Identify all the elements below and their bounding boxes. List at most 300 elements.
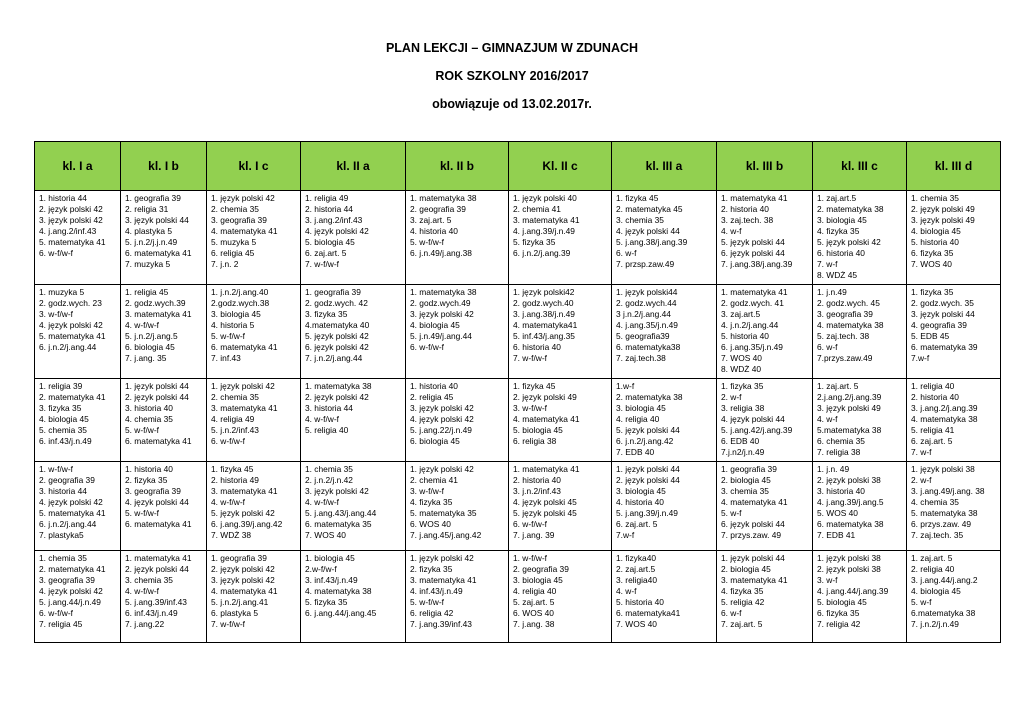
lesson-entry: 5. j.n.2/j.j.n.49 [125,237,178,247]
timetable [34,141,1001,643]
lesson-entry: 5. muzyka 5 [211,237,257,247]
lesson-entry: 4. j.ang.44/j.ang.39 [817,586,889,596]
lesson-entry: 2. język polski 42 [39,204,103,214]
lesson-entry: 1. religia 40 [911,381,955,391]
lesson-entry: 4. matematyka 41 [513,414,580,424]
lesson-entry: 6. w-f [616,248,637,258]
lesson-entry: 6. j.n.49/j.ang.38 [410,248,472,258]
lesson-entry: 3. język polski 42 [39,215,103,225]
schedule-cell [301,462,406,551]
timetable-body [35,191,1001,643]
lesson-entry: 6. fizyka 35 [817,608,860,618]
lesson-entry: 5. w-f/w-f [410,597,444,607]
lesson-entry: 3. religia 38 [721,403,765,413]
lesson-entry: 7. j.ang. 38 [513,619,555,629]
lesson-entry: 1. język polski44 [616,287,678,297]
lesson-entry: 2. geografia 39 [513,564,569,574]
schedule-cell [612,379,717,462]
class-header: kl. III b [717,142,813,191]
schedule-cell [612,191,717,285]
lesson-entry: 3. historia 40 [817,486,865,496]
lesson-entry: 6. fizyka 35 [911,248,954,258]
schedule-cell [301,191,406,285]
lesson-entry: 1. język polski 44 [616,464,680,474]
lesson-entry: 7. plastyka5 [39,530,84,540]
lesson-entry: 1. w-f/w-f [39,464,73,474]
lesson-entry: 5. j.ang.42/j.ang.39 [721,425,793,435]
lesson-entry: 2. godz.wych.40 [513,298,574,308]
lesson-entry: 6. w-f/w-f [410,342,444,352]
lesson-entry: 1. język polski 42 [410,464,474,474]
lesson-entry: 2. język polski 44 [616,475,680,485]
lesson-entry: 7. WOS 40 [721,353,762,363]
lesson-entry: 4. język polski 45 [513,497,577,507]
lesson-entry: 5. fizyka 35 [305,597,348,607]
lesson-entry: 2. godz.wych. 45 [817,298,880,308]
lesson-entry: 4. matematyka41 [513,320,578,330]
lesson-entry: 4. biologia 45 [39,414,89,424]
lesson-entry: 1. język polski 42 [211,193,275,203]
lesson-entry: 4. fizyka 35 [721,586,764,596]
lesson-entry: 7. j.ang.38/j.ang.39 [721,259,793,269]
lesson-entry: 6. zaj.art. 5 [616,519,658,529]
lesson-entry: 6. religia 45 [211,248,255,258]
lesson-entry: 6. matematyka 38 [817,519,884,529]
schedule-cell [207,379,301,462]
schedule-cell [907,191,1001,285]
day-row [35,462,1001,551]
lesson-entry: 6. matematyka 39 [911,342,978,352]
lesson-entry: 5. biologia 45 [817,597,867,607]
lesson-entry: 5. w-f/w-f [125,425,159,435]
lesson-entry: 5. geografia39 [616,331,670,341]
lesson-entry: 2.w-f/w-f [305,564,337,574]
lesson-entry: 5. religia 42 [721,597,765,607]
lesson-entry: 6. j.n.2/j.ang.39 [513,248,571,258]
lesson-entry: 6. matematyka 41 [125,248,192,258]
lesson-entry: 3. w-f/w-f [513,403,547,413]
lesson-entry: 6. w-f/w-f [513,519,547,529]
lesson-entry: 1. geografia 39 [125,193,181,203]
lesson-entry: 3. język polski 44 [125,215,189,225]
lesson-entry: 5. historia 40 [911,237,959,247]
page-title: PLAN LEKCJI – GIMNAZJUM W ZDUNACH [385,41,639,55]
lesson-entry: 1. język polski 42 [211,381,275,391]
lesson-entry: 1. matematyka 41 [721,193,788,203]
lesson-entry: 6. przys.zaw. 49 [911,519,972,529]
lesson-entry: 2. religia 40 [911,564,955,574]
lesson-entry: 1. j.n.49 [817,287,847,297]
schedule-cell [207,191,301,285]
lesson-entry: 4. biologia 45 [911,586,961,596]
lesson-entry: 4. geografia 39 [911,320,967,330]
lesson-entry: 7. WOS 40 [616,619,657,629]
lesson-entry: 5. biologia 45 [305,237,355,247]
lesson-entry: 7. j.n.2/j.ang.44 [305,353,363,363]
schedule-cell [717,462,813,551]
lesson-entry: 7. zaj.tech. 35 [911,530,964,540]
lesson-entry: 3. biologia 45 [616,486,666,496]
schedule-cell [813,191,907,285]
schedule-cell [813,379,907,462]
lesson-entry: 2. język polski 38 [817,475,881,485]
lesson-entry: 1. chemia 35 [305,464,353,474]
lesson-entry: 2. zaj.art.5 [616,564,656,574]
lesson-entry: 7.przys.zaw.49 [817,353,873,363]
lesson-entry: 2. język polski 42 [305,392,369,402]
lesson-entry: 2. godz.wych.44 [616,298,677,308]
lesson-entry: 2. biologia 45 [721,564,771,574]
schedule-cell [121,285,207,379]
day-row [35,191,1001,285]
lesson-entry: 2. matematyka 38 [817,204,884,214]
lesson-entry: 3. język polski 42 [410,403,474,413]
lesson-entry: 3. j.ang.44/j.ang.2 [911,575,978,585]
lesson-entry: 6. religia 42 [410,608,454,618]
lesson-entry: 3. j.n.2/inf.43 [513,486,561,496]
lesson-entry: 6. inf.43/j.n.49 [39,436,92,446]
lesson-entry: 2. matematyka 41 [39,392,106,402]
lesson-entry: 5. język polski 44 [721,237,785,247]
lesson-entry: 6. j.n.2/j.ang.44 [39,519,97,529]
schedule-cell [509,551,612,643]
lesson-entry: 3. inf.43/j.n.49 [305,575,358,585]
lesson-entry: 1. matematyka 38 [305,381,372,391]
lesson-entry: 7. przys.zaw. 49 [721,530,782,540]
schedule-cell [717,191,813,285]
schedule-cell [301,379,406,462]
lesson-entry: 2. historia 44 [305,204,353,214]
lesson-entry: 3. historia 44 [39,486,87,496]
lesson-entry: 2. język polski 44 [125,564,189,574]
schedule-cell [207,462,301,551]
lesson-entry: 3. język polski 44 [911,309,975,319]
lesson-entry: 7. j.ang. 39 [513,530,555,540]
lesson-entry: 6. w-f/w-f [39,608,73,618]
lesson-entry: 1. język polski 38 [817,553,881,563]
lesson-entry: 1. język polski 40 [513,193,577,203]
lesson-entry: 5. religia 41 [911,425,955,435]
lesson-entry: 6. chemia 35 [817,436,865,446]
lesson-entry: 4. w-f/w-f [305,497,339,507]
lesson-entry: 4. język polski 44 [125,497,189,507]
lesson-entry: 8. WDŻ 45 [817,270,858,280]
lesson-entry: 5. j.ang.38/j.ang.39 [616,237,688,247]
school-year: ROK SZKOLNY 2016/2017 [435,69,589,83]
lesson-entry: 5. j.n.2/j.ang.41 [211,597,269,607]
lesson-entry: 1. fizyka 35 [721,381,764,391]
lesson-entry: 4. w-f [817,414,838,424]
schedule-cell [509,191,612,285]
lesson-entry: 2. chemia 35 [211,392,259,402]
lesson-entry: 5. j.ang.22/j.n.49 [410,425,472,435]
lesson-entry: 6. EDB 40 [721,436,760,446]
lesson-entry: 3. j.ang.2/j.ang.39 [911,403,978,413]
lesson-entry: 6. matematyka 35 [305,519,372,529]
lesson-entry: 7. WOS 40 [911,259,952,269]
lesson-entry: 3. język polski 42 [410,309,474,319]
lesson-entry: 3. w-f/w-f [410,486,444,496]
lesson-entry: 6. język polski 42 [305,342,369,352]
schedule-cell [406,551,509,643]
lesson-entry: 3. matematyka 41 [721,575,788,585]
lesson-entry: 1. chemia 35 [39,553,87,563]
lesson-entry: 3. biologia 45 [616,403,666,413]
lesson-entry: 1. religia 45 [125,287,169,297]
lesson-entry: 7. w-f [817,259,838,269]
lesson-entry: 6. j.ang.39/j.ang.42 [211,519,283,529]
lesson-entry: 2. godz.wych. 23 [39,298,102,308]
lesson-entry: 5. język polski 44 [616,425,680,435]
lesson-entry: 4. plastyka 5 [125,226,173,236]
lesson-entry: 7. muzyka 5 [125,259,171,269]
schedule-cell [717,551,813,643]
lesson-entry: 6. historia 40 [817,248,865,258]
lesson-entry: 1. religia 49 [305,193,349,203]
lesson-entry: 3. język polski 42 [305,486,369,496]
lesson-entry: 3. matematyka 41 [211,486,278,496]
schedule-cell [612,551,717,643]
lesson-entry: 5. w-f/w-f [211,331,245,341]
lesson-entry: 1. język polski 44 [721,553,785,563]
lesson-entry: 7. EDB 41 [817,530,856,540]
lesson-entry: 1. w-f/w-f [513,553,547,563]
lesson-entry: 7. religia 45 [39,619,83,629]
lesson-entry: 4. chemia 35 [125,414,173,424]
lesson-entry: 6. inf.43/j.n.49 [125,608,178,618]
lesson-entry: 5. historia 40 [721,331,769,341]
lesson-entry: 2. historia 49 [211,475,259,485]
lesson-entry: 5. matematyka 41 [39,331,106,341]
lesson-entry: 6. WOS 40 [410,519,451,529]
class-header: kl. II a [301,142,406,191]
schedule-cell [121,462,207,551]
lesson-entry: 6. plastyka 5 [211,608,259,618]
valid-from-date: obowiązuje od 13.02.2017r. [432,97,592,111]
lesson-entry: 4. inf.43/j.n.49 [410,586,463,596]
lesson-entry: 3. geografia 39 [817,309,873,319]
class-header: kl. I b [121,142,207,191]
schedule-cell [121,551,207,643]
lesson-entry: 2. godz.wych. 41 [721,298,784,308]
lesson-entry: 2. geografia 39 [410,204,466,214]
class-header: kl. III d [907,142,1001,191]
lesson-entry: 7. j.ang. 35 [125,353,167,363]
lesson-entry: 4. j.ang.39/j.n.49 [513,226,575,236]
lesson-entry: 3. chemia 35 [616,215,664,225]
lesson-entry: 7. zaj.art. 5 [721,619,763,629]
schedule-cell [612,285,717,379]
lesson-entry: 2. religia 45 [410,392,454,402]
lesson-entry: 3. język polski 49 [817,403,881,413]
lesson-entry: 6. WOS 40 [513,608,554,618]
lesson-entry: 7.w-f [911,353,930,363]
lesson-entry: 4. religia 49 [211,414,255,424]
lesson-entry: 7. inf.43 [211,353,241,363]
lesson-entry: 4. język polski 42 [39,497,103,507]
schedule-cell [813,462,907,551]
lesson-entry: 1.w-f [616,381,635,391]
lesson-entry: 3. biologia 45 [211,309,261,319]
lesson-entry: 4. matematyka 41 [211,586,278,596]
lesson-entry: 4. w-f/w-f [211,497,245,507]
lesson-entry: 3. zaj.art.5 [721,309,761,319]
lesson-entry: 1. język polski 38 [911,464,975,474]
lesson-entry: 6. biologia 45 [125,342,175,352]
lesson-entry: 5. biologia 45 [513,425,563,435]
lesson-entry: 5. chemia 35 [39,425,87,435]
lesson-entry: 1. matematyka 41 [513,464,580,474]
lesson-entry: 2. fizyka 35 [125,475,168,485]
lesson-entry: 2. historia 40 [513,475,561,485]
schedule-cell [717,379,813,462]
schedule-cell [612,462,717,551]
lesson-entry: 5. WOS 40 [817,508,858,518]
schedule-cell [207,285,301,379]
lesson-entry: 3. język polski 49 [911,215,975,225]
lesson-entry: 2. język polski 49 [911,204,975,214]
lesson-entry: 6. zaj.art. 5 [911,436,953,446]
schedule-cell [509,379,612,462]
document-header [0,38,1024,122]
lesson-entry: 4. język polski 42 [39,586,103,596]
lesson-entry: 2. fizyka 35 [410,564,453,574]
lesson-entry: 1. zaj.art.5 [817,193,857,203]
lesson-entry: 2. j.n.2/j.n.42 [305,475,353,485]
lesson-entry: 7. WOS 40 [305,530,346,540]
lesson-entry: 1. matematyka 41 [721,287,788,297]
lesson-entry: 1. j.n. 49 [817,464,850,474]
lesson-entry: 1. geografia 39 [721,464,777,474]
lesson-entry: 7. j.ang.39/inf.43 [410,619,472,629]
lesson-entry: 5. matematyka 35 [410,508,477,518]
lesson-entry: 1. zaj.art. 5 [911,553,953,563]
class-header: kl. III a [612,142,717,191]
lesson-entry: 1. religia 39 [39,381,83,391]
schedule-cell [907,379,1001,462]
lesson-entry: 3. biologia 45 [817,215,867,225]
lesson-entry: 4. w-f/w-f [305,414,339,424]
lesson-entry: 5. EDB 45 [911,331,950,341]
lesson-entry: 4. matematyka 38 [305,586,372,596]
lesson-entry: 2. godz.wych.49 [410,298,471,308]
lesson-entry: 7. j.ang.45/j.ang.42 [410,530,482,540]
lesson-entry: 3. w-f/w-f [39,309,73,319]
lesson-entry: 3. fizyka 35 [39,403,82,413]
class-header: kl. III c [813,142,907,191]
lesson-entry: 1. biologia 45 [305,553,355,563]
lesson-entry: 1. fizyka 45 [211,464,254,474]
lesson-entry: 3. w-f [817,575,838,585]
lesson-entry: 3. chemia 35 [125,575,173,585]
lesson-entry: 3. chemia 35 [721,486,769,496]
schedule-cell [813,285,907,379]
lesson-entry: 6. w-f [817,342,838,352]
lesson-entry: 7. WDŻ 38 [211,530,252,540]
schedule-cell [301,551,406,643]
lesson-entry: 7. j.ang.22 [125,619,165,629]
lesson-entry: 6. j.ang.35/j.n.49 [721,342,783,352]
lesson-entry: 4. j.ang.2/inf.43 [39,226,97,236]
lesson-entry: 5.matematyka 38 [817,425,882,435]
lesson-entry: 3. fizyka 35 [305,309,348,319]
lesson-entry: 8. WDŻ 40 [721,364,762,374]
schedule-cell [35,191,121,285]
schedule-cell [35,285,121,379]
lesson-entry: 6. j.ang.44/j.ang.45 [305,608,377,618]
lesson-entry: 2. biologia 45 [721,475,771,485]
lesson-entry: 4. w-f [721,226,742,236]
lesson-entry: 5. religia 40 [305,425,349,435]
lesson-entry: 1. j.n.2/j.ang.40 [211,287,269,297]
schedule-cell [907,462,1001,551]
schedule-cell [207,551,301,643]
lesson-entry: 4. j.ang.35/j.n.49 [616,320,678,330]
lesson-entry: 5. historia 40 [616,597,664,607]
day-row [35,285,1001,379]
lesson-entry: 4. matematyka 38 [817,320,884,330]
lesson-entry: 4. matematyka 41 [721,497,788,507]
lesson-entry: 6. w-f/w-f [39,248,73,258]
lesson-entry: 1. historia 40 [125,464,173,474]
lesson-entry: 4. biologia 45 [410,320,460,330]
schedule-cell [813,551,907,643]
lesson-entry: 1. historia 40 [410,381,458,391]
schedule-cell [406,462,509,551]
lesson-entry: 5. j.n.49/j.ang.44 [410,331,472,341]
lesson-entry: 2. matematyka 45 [616,204,683,214]
lesson-entry: 6. j.n.2/j.ang.44 [39,342,97,352]
schedule-cell [35,379,121,462]
lesson-entry: 2. chemia 35 [211,204,259,214]
lesson-entry: 2. historia 40 [911,392,959,402]
lesson-entry: 5. zaj.tech. 38 [817,331,870,341]
lesson-entry: 4. religia 40 [616,414,660,424]
lesson-entry: 6.matematyka 38 [911,608,976,618]
lesson-entry: 7. j.n.2/j.n.49 [911,619,959,629]
lesson-entry: 4. w-f/w-f [125,586,159,596]
lesson-entry: 5. język polski 42 [305,331,369,341]
lesson-entry: 3 j.n.2/j.ang.44 [616,309,671,319]
lesson-entry: 4. język polski 44 [721,414,785,424]
schedule-cell [35,462,121,551]
lesson-entry: 1. fizyka 35 [911,287,954,297]
lesson-entry: 6. matematyka 41 [125,436,192,446]
lesson-entry: 3. historia 44 [305,403,353,413]
lesson-entry: 3. geografia 39 [211,215,267,225]
lesson-entry: 2. chemia 41 [513,204,561,214]
lesson-entry: 7.j.n2/j.n.49 [721,447,765,457]
lesson-entry: 5. inf.43/j.ang.35 [513,331,575,341]
lesson-entry: 7. w-f [911,447,932,457]
class-header: kl. II b [406,142,509,191]
lesson-entry: 6. matematyka41 [616,608,681,618]
lesson-entry: 2. język polski 42 [211,564,275,574]
lesson-entry: 6. język polski 44 [721,519,785,529]
lesson-entry: 1. matematyka 38 [410,287,477,297]
lesson-entry: 5. zaj.art. 5 [513,597,555,607]
class-header: kl. I a [35,142,121,191]
schedule-cell [121,191,207,285]
lesson-entry: 5. matematyka 41 [39,508,106,518]
lesson-entry: 5. j.ang.39/inf.43 [125,597,187,607]
lesson-entry: 4. fizyka 35 [410,497,453,507]
lesson-entry: 1. muzyka 5 [39,287,85,297]
lesson-entry: 3. geografia 39 [39,575,95,585]
schedule-cell [121,379,207,462]
class-header: kl. I c [207,142,301,191]
lesson-entry: 4. w-f [616,586,637,596]
